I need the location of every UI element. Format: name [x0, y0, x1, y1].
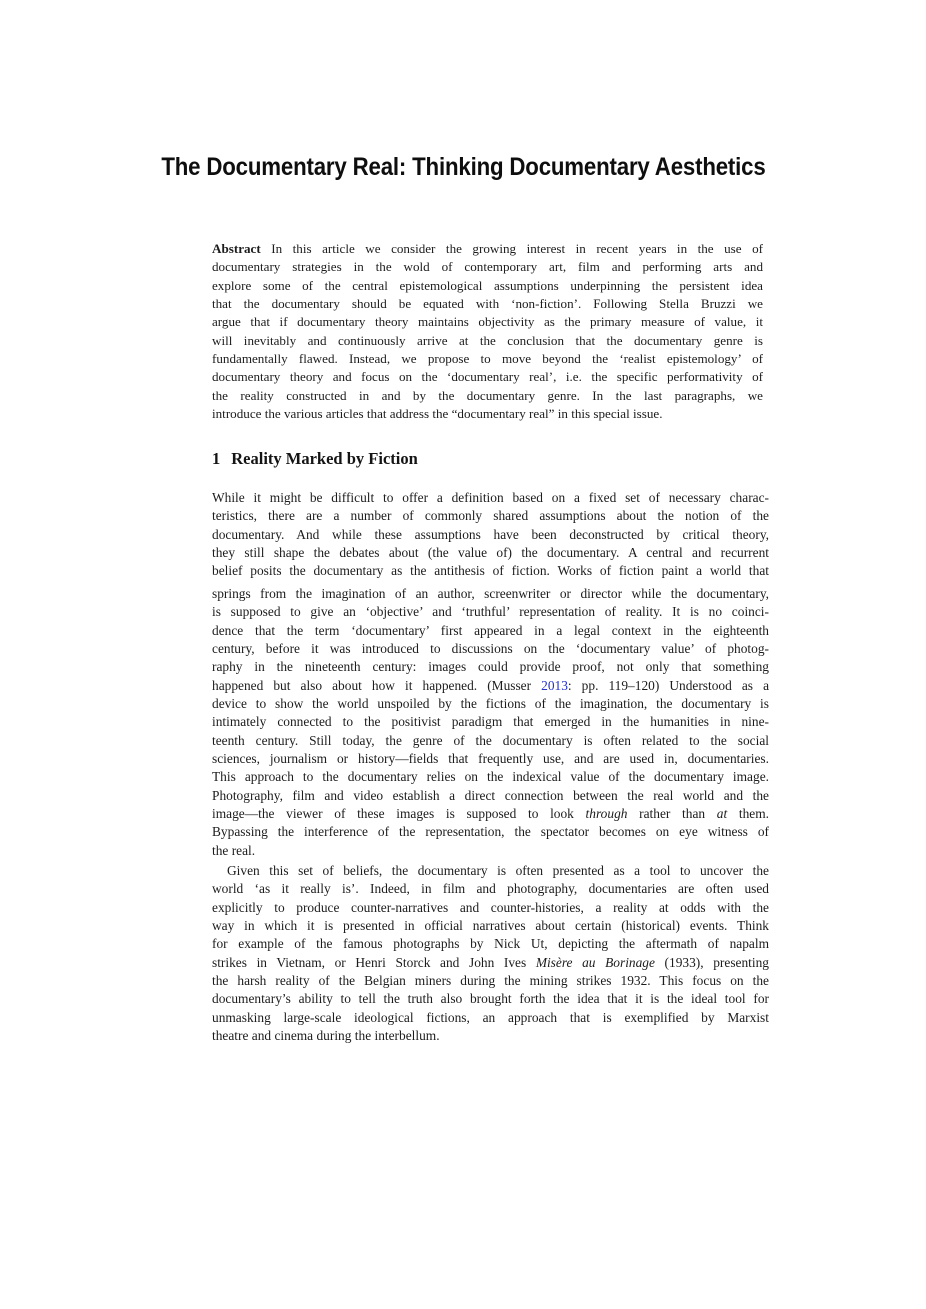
text-span: Bypassing the interference of the representation, the spectator becomes on eye witness of — [212, 824, 769, 840]
text-line — [212, 332, 763, 350]
section-title: Reality Marked by Fiction — [231, 449, 418, 468]
text-span: (1933), presenting — [654, 954, 769, 970]
text-span: happened but also about how it happened. (Musser — [212, 677, 542, 693]
text-line — [212, 677, 769, 695]
text-span: Given this set of beliefs, the documentary is often presented as a tool to uncover the — [227, 863, 769, 878]
abstract-section — [212, 240, 763, 423]
text-span: argue that if documentary theory maintains objectivity as the primary measure of value, it — [212, 314, 763, 330]
paragraph-intro — [212, 489, 769, 581]
text-line — [212, 768, 769, 786]
text-span: world ‘as it really is’. Indeed, in film and photography, documentaries are often used — [212, 881, 769, 897]
text-span: is supposed to give an ‘objective’ and ‘truthful’ representation of reality. It is no coinci- — [212, 604, 769, 620]
text-span: This approach to the documentary relies on the indexical value of the documentary image. — [212, 769, 769, 785]
text-line — [212, 917, 769, 935]
text-span: them. — [727, 806, 769, 822]
text-span: through — [585, 806, 628, 822]
text-span: Photography, film and video establish a direct connection between the real world and the — [212, 787, 769, 803]
text-span: century, before it was introduced to discussions on the ‘documentary value’ of photog- — [212, 641, 769, 657]
text-span: Misère au Borinage — [535, 954, 655, 970]
text-line — [212, 787, 769, 805]
citation-link[interactable]: 2013 — [541, 677, 568, 693]
text-span: theatre and cinema during the interbellum. — [212, 1028, 440, 1044]
text-line — [212, 585, 769, 603]
text-span: the real. — [212, 842, 256, 858]
text-span: strikes in Vietnam, or Henri Storck and John Ives — [212, 954, 536, 970]
text-span: rather than — [627, 806, 717, 822]
text-span: dence that the term ‘documentary’ first appeared in a legal context in the eighteenth — [212, 622, 769, 638]
page-title: The Documentary Real: Thinking Documentary Aesthetics — [160, 153, 766, 181]
text-line — [212, 805, 769, 823]
text-line — [212, 823, 769, 841]
text-span: that the documentary should be equated with ‘non-fiction’. Following Stella Bruzzi we — [212, 296, 763, 312]
text-line — [212, 507, 769, 525]
text-span: springs from the imagination of an author, screenwriter or director while the documentary, — [212, 586, 769, 601]
text-line — [212, 1009, 769, 1027]
text-line — [212, 489, 769, 507]
text-span: the reality constructed in and by the documentary genre. In the last paragraphs, we — [212, 387, 763, 403]
section-number: 1 — [212, 449, 221, 468]
text-span: raphy in the nineteenth century: images could provide proof, not only that something — [212, 659, 769, 675]
text-line — [212, 240, 763, 258]
text-line — [212, 313, 763, 331]
text-span: introduce the various articles that address the “documentary real” in this special issue. — [212, 406, 663, 422]
text-line — [212, 258, 763, 276]
text-span: explicitly to produce counter-narratives and counter-histories, a reality at odds with the — [212, 899, 769, 915]
text-span: the harsh reality of the Belgian miners during the mining strikes 1932. This focus on the — [212, 973, 769, 989]
text-span: sciences, journalism or history—fields that frequently use, and are used in, documentaries. — [212, 751, 769, 767]
text-span: Abstract — [212, 241, 261, 256]
text-line — [212, 954, 769, 972]
text-span: documentary theory and focus on the ‘documentary real’, i.e. the specific performativity of — [212, 369, 763, 385]
text-line — [212, 277, 763, 295]
paragraph-continuation — [212, 585, 769, 860]
text-span: In this article we consider the growing interest in recent years in the use of — [260, 241, 763, 256]
text-line — [212, 544, 769, 562]
text-span: belief posits the documentary as the antithesis of fiction. Works of fiction paint a world that — [212, 563, 769, 579]
text-line — [212, 880, 769, 898]
text-line — [212, 622, 769, 640]
text-line — [212, 750, 769, 768]
text-line — [212, 640, 769, 658]
text-line — [212, 899, 769, 917]
text-line — [212, 387, 763, 405]
paragraph-beliefs — [212, 862, 769, 1045]
section-heading — [212, 449, 418, 469]
text-span: documentary’s ability to tell the truth also brought forth the idea that it is the ideal tool for — [212, 991, 769, 1007]
text-span: While it might be difficult to offer a definition based on a fixed set of necessary charac- — [212, 490, 769, 505]
text-span: device to show the world unspoiled by the fictions of the imagination, the documentary is — [212, 696, 769, 712]
text-span: they still shape the debates about (the value of) the documentary. A central and recurrent — [212, 545, 769, 561]
text-span: for example of the famous photographs by Nick Ut, depicting the aftermath of napalm — [212, 936, 769, 952]
text-span: documentary strategies in the wold of contemporary art, film and performing arts and — [212, 259, 763, 275]
text-line — [212, 526, 769, 544]
text-line — [212, 990, 769, 1008]
text-span: will inevitably and continuously arrive at the conclusion that the documentary genre is — [212, 332, 763, 348]
text-line — [212, 713, 769, 731]
text-span: fundamentally flawed. Instead, we propose to move beyond the ‘realist epistemology’ of — [212, 351, 763, 367]
text-span: way in which it is presented in official narratives about certain (historical) events. Think — [212, 918, 769, 934]
text-line — [212, 368, 763, 386]
text-span: : pp. 119–120) Understood as a — [567, 677, 769, 693]
text-line — [212, 405, 763, 423]
text-span: teristics, there are a number of commonly shared assumptions about the notion of the — [212, 508, 769, 524]
text-span: intimately connected to the positivist paradigm that emerged in the humanities in nine- — [212, 714, 769, 730]
text-span: at — [716, 806, 728, 822]
text-line — [212, 732, 769, 750]
text-line — [212, 695, 769, 713]
text-line — [212, 842, 769, 860]
text-line — [212, 972, 769, 990]
text-line — [212, 562, 769, 580]
text-line — [212, 603, 769, 621]
text-line — [212, 862, 769, 880]
text-line — [212, 935, 769, 953]
text-line — [212, 1027, 769, 1045]
text-span: teenth century. Still today, the genre of the documentary is often related to the social — [212, 732, 769, 748]
text-line — [212, 350, 763, 368]
text-line — [212, 658, 769, 676]
text-span: unmasking large-scale ideological fictions, an approach that is exemplified by Marxist — [212, 1009, 769, 1025]
title-container — [0, 151, 926, 183]
text-span: image—the viewer of these images is supposed to look — [212, 806, 586, 822]
text-span: documentary. And while these assumptions have been deconstructed by critical theory, — [212, 526, 769, 542]
text-span: explore some of the central epistemological assumptions underpinning the persistent idea — [212, 277, 763, 293]
text-line — [212, 295, 763, 313]
